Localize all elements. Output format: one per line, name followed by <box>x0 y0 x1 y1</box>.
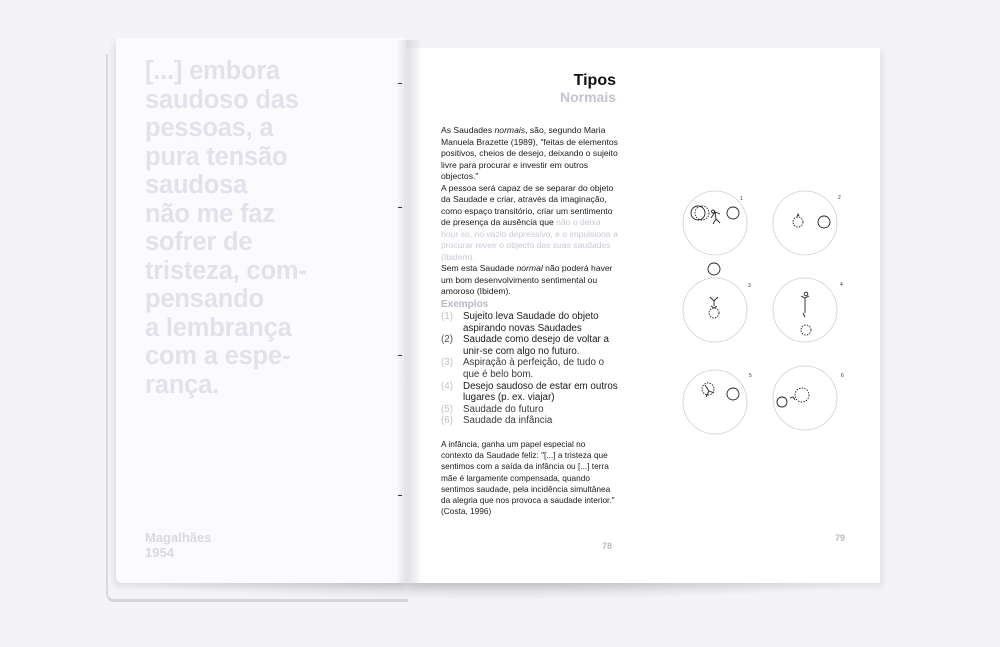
dashed-circle <box>709 308 719 318</box>
list-text: Sujeito leva Saudade do objeto aspirando novas Saudades <box>463 311 599 334</box>
list-text: Saudade do futuro <box>463 403 544 415</box>
pull-quote: [...] embora saudoso das pessoas, a pura tensão saudosa não me faz sofrer de tristeza, com- pensando a lembrança com a espe- rança. <box>145 57 307 399</box>
list-number: (4) <box>441 380 453 392</box>
list-text: Aspiração à perfeição, de tudo o que é belo bom. <box>463 357 605 380</box>
diagram-label: 6 <box>841 373 844 379</box>
paragraph-2: A pessoa será capaz de se separar do objeto da Saudade e criar, através da imaginação, como espaço transitório, criar um sentimento de presença da ausência que <box>441 182 614 227</box>
list-number: (3) <box>441 357 453 369</box>
binding-stitch <box>398 355 402 356</box>
list-number: (5) <box>441 403 453 415</box>
list-item <box>441 381 621 404</box>
dashed-circle <box>795 388 809 402</box>
list-text: Saudade como desejo de voltar a unir-se com algo no futuro. <box>463 334 609 357</box>
page-number-right: 79 <box>835 533 846 543</box>
intro-text: As Saudades <box>441 125 495 135</box>
object-circle <box>708 263 720 275</box>
dashed-circle <box>695 206 709 220</box>
paragraph-2-faded: não o deixa hour so, no vazio depressivo, e o impulsiona a procurar reveir o objecto das suas saudades (Ibidem). <box>441 217 618 262</box>
figure-person <box>790 397 795 400</box>
object-circle <box>777 397 787 407</box>
list-text: Saudade da infância <box>463 415 553 427</box>
list-text: Desejo saudoso de estar em outros lugares (p. ex. viajar) <box>463 380 618 404</box>
list-item <box>441 404 621 416</box>
intro-text-cont: , são, segundo Maria Manuela Brazette (1989), "feitas de elementos positivos, cheios de desejo, deixando o sujeito livre para procurar e investir em outros objectos." <box>441 125 618 181</box>
page-number-left: 78 <box>602 541 613 551</box>
paragraph-3-emphasis: normal <box>516 263 543 273</box>
figure-person <box>705 385 714 397</box>
body-text <box>441 125 619 298</box>
page-subtitle: Normais <box>559 89 616 105</box>
list-item <box>441 334 621 357</box>
dashed-circle <box>793 217 803 227</box>
diagram-label: 4 <box>840 282 843 288</box>
figure-person <box>711 210 720 224</box>
diagram-circle <box>683 370 747 434</box>
paragraph-3-cont: não poderá haver um bom desenvolvimento sentimental ou amoroso (Ibidem). <box>441 263 613 296</box>
list-number: (1) <box>441 311 453 322</box>
closing-paragraph: A infância, ganha um papel especial no contexto da Saudade feliz: "[...] a tristeza que sentimos com a saída da infância ou [...] terra mãe é largamente compensada, quando sentimos saudade, pela incidência simultânea da alegria que nos provoca a saudade interior." (Costa, 1996) <box>441 439 615 517</box>
object-circle <box>727 388 739 400</box>
diagram-label: 5 <box>749 373 752 379</box>
intro-emphasis: normais <box>494 125 526 135</box>
figure-person <box>801 296 809 317</box>
figure-head <box>804 292 808 296</box>
list-number: (2) <box>441 334 453 346</box>
saudade-diagrams <box>670 180 860 440</box>
list-item <box>441 357 621 380</box>
diagram-circle <box>683 191 747 255</box>
diagram-circle <box>773 366 837 430</box>
diagram-label: 2 <box>838 195 841 201</box>
examples-list <box>441 311 621 427</box>
figure-person <box>710 297 718 308</box>
page-title: Tipos <box>573 72 616 89</box>
paragraph-3: Sem esta Saudade <box>441 263 517 273</box>
object-circle <box>818 216 830 228</box>
book-gutter <box>396 40 422 585</box>
diagram-circle <box>773 191 837 255</box>
examples-heading: Exemplos <box>441 299 489 310</box>
diagram-label: 1 <box>740 196 743 202</box>
list-item <box>441 415 621 427</box>
list-item <box>441 311 621 334</box>
object-circle <box>691 206 705 220</box>
dashed-circle <box>801 325 811 335</box>
object-circle <box>727 207 739 219</box>
list-number: (6) <box>441 415 453 427</box>
diagram-circle <box>683 278 747 342</box>
binding-stitch <box>398 207 402 208</box>
diagram-label: 3 <box>748 283 751 289</box>
binding-stitch <box>398 495 402 496</box>
binding-stitch <box>398 83 402 84</box>
quote-source: Magalhães 1954 <box>145 530 212 560</box>
